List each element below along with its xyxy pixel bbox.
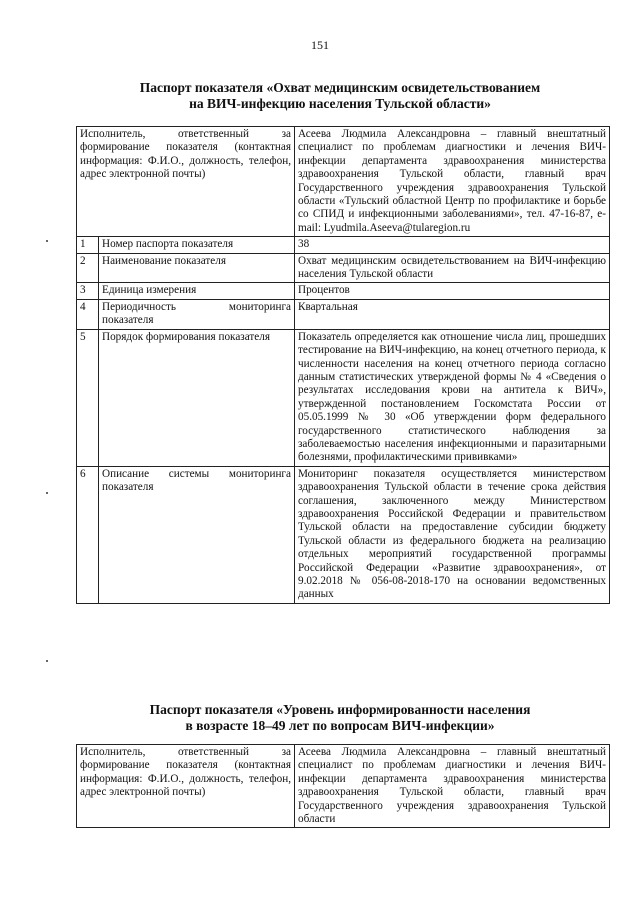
row-value: Квартальная [295,299,610,329]
row-label: Периодичность мониторинга показателя [99,299,295,329]
row-value: Процентов [295,283,610,299]
table-row [77,329,610,466]
executor-label: Исполнитель, ответственный за формирование показателя (контактная информация: Ф.И.О., должность, телефон, адрес электронной почты) [77,127,295,237]
row-value: Охват медицинским освидетельствованием на ВИЧ-инфекцию населения Тульской области [295,253,610,283]
executor-value: Асеева Людмила Александровна – главный внештатный специалист по проблемам диагностики и лечения ВИЧ-инфекции департамента здравоохранения министерства здравоохранения Тульской области, главный врач Государственного учреждения здравоохранения Тульской области «Тульский областной Центр по профилактике и борьбе со СПИД и инфекционными заболеваниями», тел. 47-16-87, e-mail: Lyudmila.Aseeva@tularegion.ru [295,127,610,237]
row-value: 38 [295,237,610,253]
passport2-table [76,744,610,828]
passport1-title-line2: на ВИЧ-инфекцию населения Тульской области» [189,96,491,111]
executor-value: Асеева Людмила Александровна – главный внештатный специалист по проблемам диагностики и лечения ВИЧ-инфекции департамента здравоохранения министерства здравоохранения Тульской области, главный врач Государственного учреждения здравоохранения Тульской области [295,745,610,828]
scan-mark [46,240,48,242]
row-value: Мониторинг показателя осуществляется министерством здравоохранения Тульской области в течение срока действия соглашения, заключенного между Министерством здравоохранения Российской Федерации и правительством Тульской области на предоставление субсидии бюджету Тульской области из федерального бюджета на реализацию отдельных мероприятий государственной программы Российской Федерации «Развитие здравоохранения», от 9.02.2018 № 056-08-2018-170 на основании ведомственных данных [295,466,610,603]
row-label: Описание системы мониторинга показателя [99,466,295,603]
row-number: 1 [77,237,99,253]
row-number: 6 [77,466,99,603]
table-row [77,253,610,283]
scan-mark [46,492,48,494]
row-number: 2 [77,253,99,283]
passport2-title [60,702,620,734]
table-row [77,237,610,253]
row-label: Порядок формирования показателя [99,329,295,466]
row-label: Наименование показателя [99,253,295,283]
executor-row [77,745,610,828]
passport2-title-line1: Паспорт показателя «Уровень информированности населения [149,702,531,717]
table-row [77,283,610,299]
passport1-title-line1: Паспорт показателя «Охват медицинским освидетельствованием [139,80,541,95]
passport2-title-line2: в возрасте 18–49 лет по вопросам ВИЧ-инфекции» [185,718,495,733]
scan-mark [46,660,48,662]
executor-label: Исполнитель, ответственный за формирование показателя (контактная информация: Ф.И.О., должность, телефон, адрес электронной почты) [77,745,295,828]
page-number: 151 [311,38,329,52]
table-row [77,466,610,603]
row-label: Единица измерения [99,283,295,299]
row-number: 4 [77,299,99,329]
row-number: 3 [77,283,99,299]
row-value: Показатель определяется как отношение числа лиц, прошедших тестирование на ВИЧ-инфекцию, на конец отчетного периода, к численности населения на конец отчетного периода согласно данным статистических утвержденой формы № 4 «Сведения о результатах исследования крови на антитела к ВИЧ», утвержденной постановлением Госкомстата России от 05.05.1999 № 30 «Об утверждении форм федерального государственного статистического наблюдения за заболеваемостью населения инфекционными и паразитарными болезнями, профилактическими прививками» [295,329,610,466]
table-row [77,299,610,329]
row-label: Номер паспорта показателя [99,237,295,253]
row-number: 5 [77,329,99,466]
executor-row [77,127,610,237]
passport1-table [76,126,610,604]
passport1-title [60,80,620,112]
